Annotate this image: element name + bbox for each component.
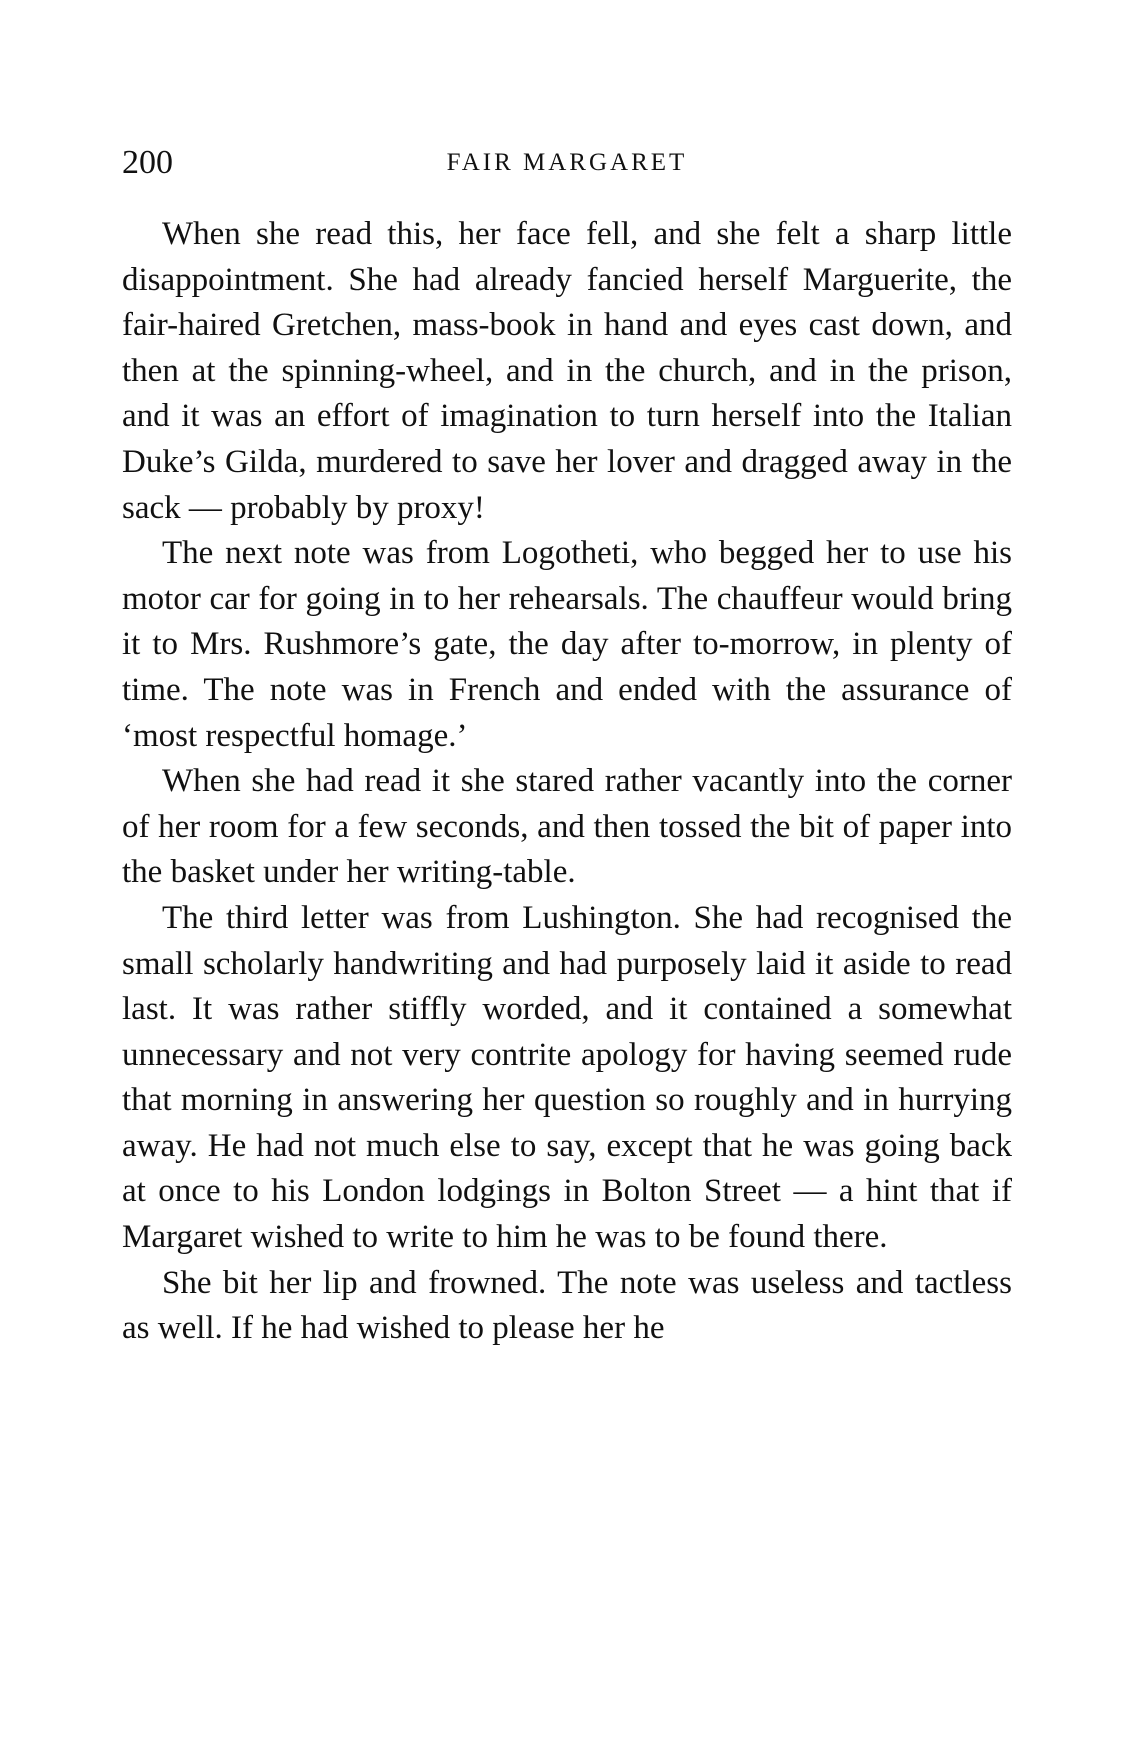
body-text (122, 212, 1012, 1352)
paragraph-5: She bit her lip and frowned. The note was useless and tactless as well. If he had wished to please her he (122, 1264, 1012, 1347)
paragraph-1: When she read this, her face fell, and she felt a sharp little disappointment. She had already fancied herself Marguerite, the fair-haired Gretchen, mass-book in hand and eyes cast down, and then at the spinning-wheel, and in the church, and in the prison, and it was an effort of imagination to turn herself into the Italian Duke’s Gilda, murdered to save her lover and dragged away in the sack — probably by proxy! (122, 216, 1012, 526)
paragraph-2: The next note was from Logotheti, who begged her to use his motor car for going in to her rehearsals. The chauffeur would bring it to Mrs. Rushmore’s gate, the day after to-morrow, in plenty of time. The note was in French and ended with the assurance of ‘most respectful homage.’ (122, 535, 1012, 754)
paragraph-4: The third letter was from Lushington. She had recognised the small scholarly handwriting and had purposely laid it aside to read last. It was rather stiffly worded, and it contained a somewhat unnecessary and not very contrite apology for having seemed rude that morning in answering her question so roughly and in hurrying away. He had not much else to say, except that he was going back at once to his London lodgings in Bolton Street — a hint that if Margaret wished to write to him he was to be found there. (122, 899, 1012, 1256)
page-header (122, 138, 1012, 188)
paragraph-3: When she had read it she stared rather vacantly into the corner of her room for a few seconds, and then tossed the bit of paper into the basket under her writing-table. (122, 763, 1012, 891)
page-number: 200 (122, 144, 173, 181)
running-title: FAIR MARGARET (446, 149, 688, 176)
